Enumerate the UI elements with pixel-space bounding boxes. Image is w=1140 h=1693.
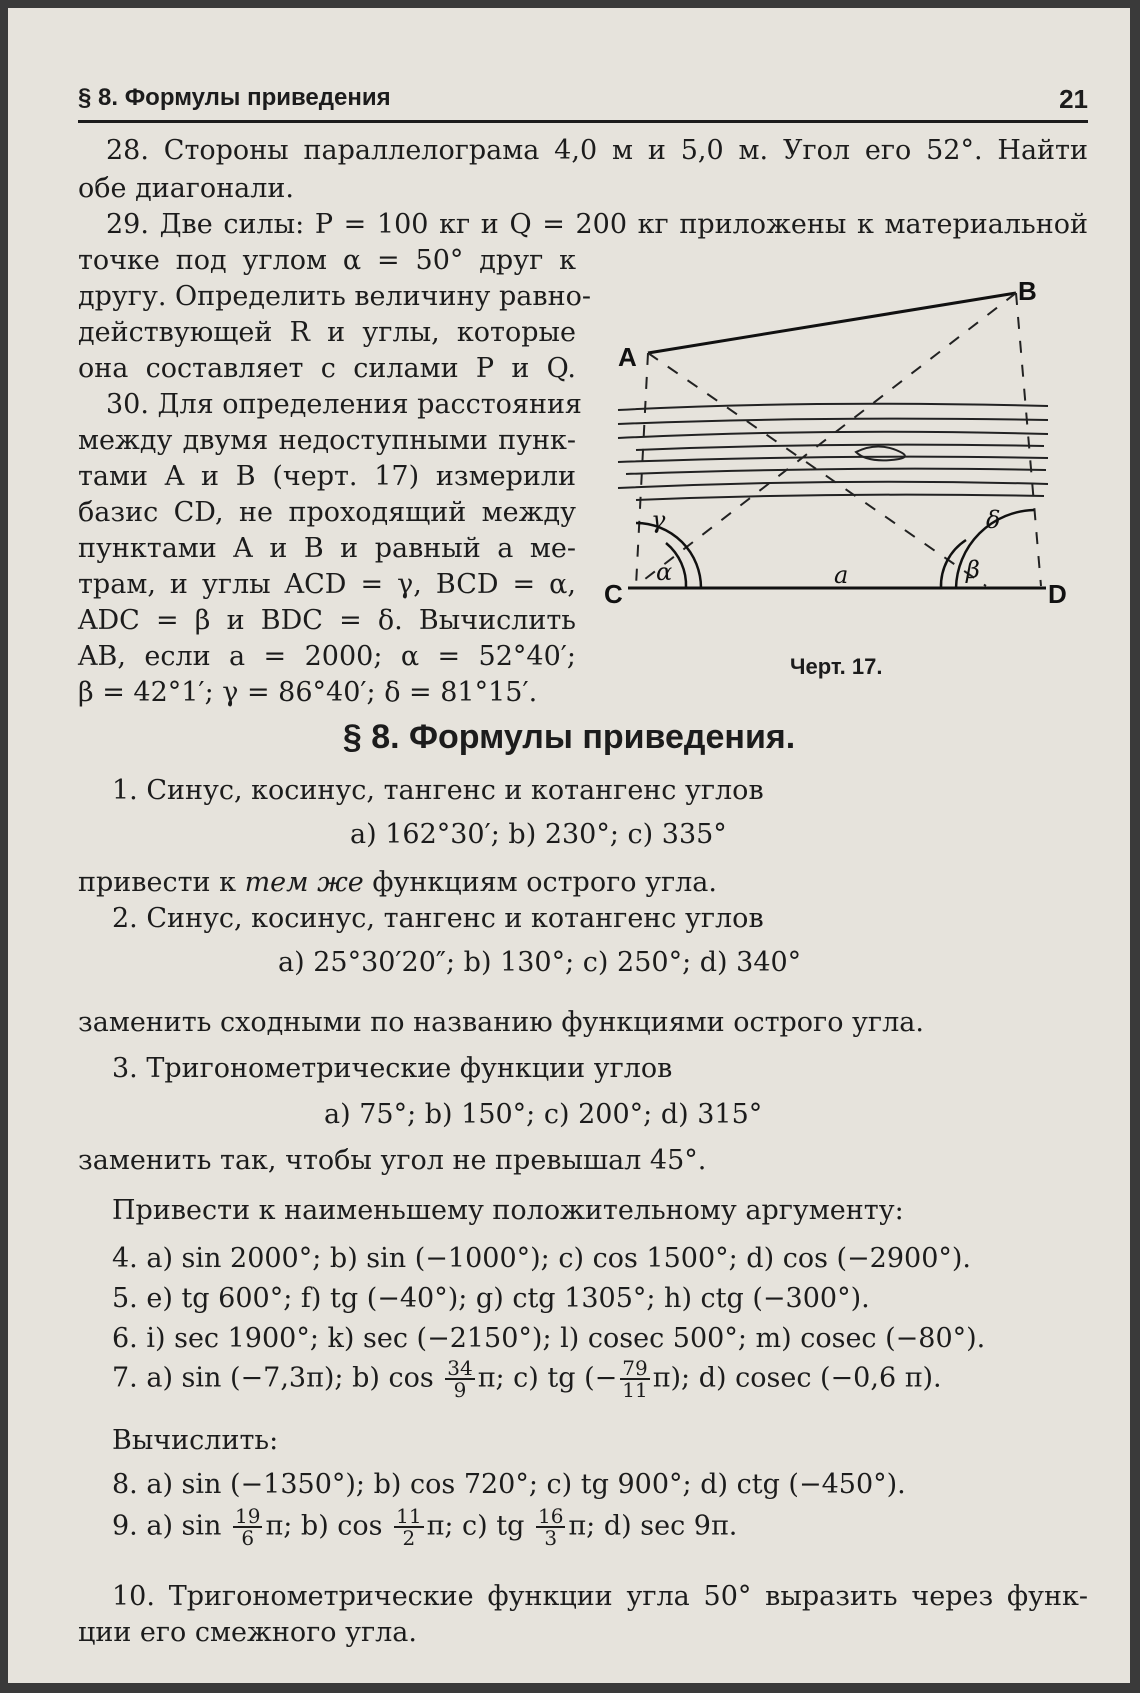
label-a-point: A: [618, 342, 637, 372]
page-number: 21: [1059, 84, 1088, 114]
fraction: $\frac{19}{6}$: [235, 1504, 261, 1550]
q8-line: 8. a) sin (−1350°); b) cos 720°; c) tg 900°; d) ctg (−450°).: [112, 1469, 906, 1500]
problem-30-line-9: β = 42°1′; γ = 86°40′; δ = 81°15′.: [78, 677, 538, 708]
q2-line-3: заменить сходными по названию функциями острого угла.: [78, 1007, 924, 1038]
book-page: [8, 8, 1130, 1683]
label-c-point: C: [604, 579, 623, 609]
q6-line: 6. i) sec 1900°; k) sec (−2150°); l) cosec 500°; m) cosec (−80°).: [112, 1323, 986, 1354]
q9-line: 9. a) sin $\frac{19}{6}$ π; b) cos $\frac{11}{2}$ π; c) tg $\frac{16}{3}$ π; d) sec 9π.: [112, 1504, 738, 1550]
fraction: $\frac{34}{9}$: [447, 1356, 473, 1402]
problem-30-line-7: ADC = β и BDC = δ. Вычислить: [78, 605, 576, 636]
problem-28-line-2: обе диагонали.: [78, 173, 295, 204]
figure-caption: Черт. 17.: [790, 654, 883, 679]
label-delta: δ: [986, 506, 1001, 534]
q3-line-3: заменить так, чтобы угол не превышал 45°.: [78, 1145, 707, 1176]
label-alpha: α: [656, 558, 673, 586]
q5-line: 5. e) tg 600°; f) tg (−40°); g) ctg 1305°; h) ctg (−300°).: [112, 1283, 870, 1314]
reduce-intro: Привести к наименьшему положительному аргументу:: [112, 1195, 904, 1226]
problem-29-line-3: другу. Определить величину равно-: [78, 281, 591, 312]
problem-29-line-1: 29. Две силы: P = 100 кг и Q = 200 кг приложены к материальной: [106, 209, 1088, 240]
river-lines: [618, 404, 1048, 500]
label-a-length: a: [834, 561, 849, 589]
q3-line-1: 3. Тригонометрические функции углов: [112, 1053, 673, 1084]
label-gamma: γ: [651, 506, 666, 534]
q4-line: 4. a) sin 2000°; b) sin (−1000°); c) cos 1500°; d) cos (−2900°).: [112, 1243, 972, 1274]
q10-line-2: ции его смежного угла.: [78, 1617, 417, 1648]
q1-line-2: a) 162°30′; b) 230°; c) 335°: [350, 819, 727, 850]
running-head-title: § 8. Формулы приведения: [78, 84, 391, 111]
problem-30-line-3: тами A и B (черт. 17) измерили: [78, 461, 576, 492]
problem-29-line-4: действующей R и углы, которые: [78, 317, 576, 348]
q1-line-1: 1. Синус, косинус, тангенс и котангенс углов: [112, 775, 764, 806]
q3-line-2: a) 75°; b) 150°; c) 200°; d) 315°: [324, 1099, 763, 1130]
compute-heading: Вычислить:: [112, 1425, 279, 1456]
running-head: [78, 80, 1088, 123]
problem-29-line-5: она составляет с силами P и Q.: [78, 353, 576, 384]
label-d-point: D: [1048, 579, 1067, 609]
construction-lines: [636, 293, 1041, 586]
fraction: $\frac{79}{11}$: [622, 1356, 648, 1402]
q2-line-1: 2. Синус, косинус, тангенс и котангенс углов: [112, 903, 764, 934]
q2-line-2: a) 25°30′20″; b) 130°; c) 250°; d) 340°: [278, 947, 802, 978]
problem-30-line-4: базис CD, не проходящий между: [78, 497, 576, 528]
problem-30-line-6: трам, и углы ACD = γ, BCD = α,: [78, 569, 576, 600]
figure-17: [606, 278, 1066, 638]
problem-28-line-1: 28. Стороны параллелограма 4,0 м и 5,0 м. Угол его 52°. Найти: [106, 135, 1088, 166]
label-beta: β: [966, 556, 980, 584]
label-b-point: B: [1018, 276, 1037, 306]
q1-line-3: привести к тем же функциям острого угла.: [78, 867, 717, 898]
problem-30-line-5: пунктами A и B и равный a ме-: [78, 533, 576, 564]
q10-line-1: 10. Тригонометрические функции угла 50° выразить через функ-: [112, 1581, 1088, 1612]
problem-30-line-2: между двумя недоступными пунк-: [78, 425, 576, 456]
fraction: $\frac{16}{3}$: [537, 1504, 564, 1550]
fraction: $\frac{11}{2}$: [396, 1504, 422, 1550]
q7-line: 7. a) sin (−7,3π); b) cos $\frac{34}{9}$ π; c) tg (− $\frac{79}{11}$ π); d) cosec (−0,6 π).: [112, 1356, 942, 1402]
problem-30-line-8: AB, если a = 2000; α = 52°40′;: [78, 641, 576, 672]
problem-30-line-1: 30. Для определения расстояния: [106, 389, 582, 420]
segment-ab: [648, 293, 1016, 353]
section-title: § 8. Формулы приведения.: [342, 718, 796, 756]
problem-29-line-2: точке под углом α = 50° друг к: [78, 245, 576, 276]
